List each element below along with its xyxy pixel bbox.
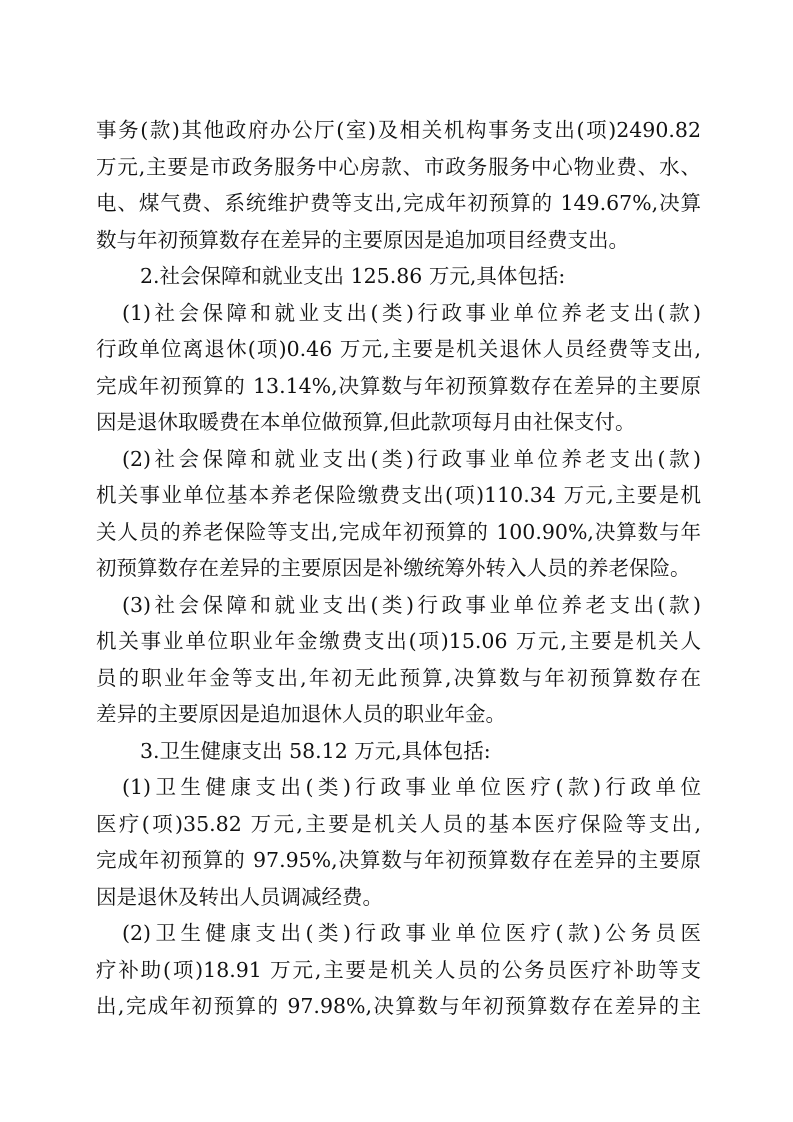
text-line: 机关事业单位职业年金缴费支出(项)15.06 万元,主要是机关人 xyxy=(96,629,701,653)
text-line: (3)社会保障和就业支出(类)行政事业单位养老支出(款) xyxy=(122,592,701,617)
text-line: 差异的主要原因是追加退休人员的职业年金。 xyxy=(96,702,506,726)
text-line: 因是退休及转出人员调减经费。 xyxy=(96,884,383,909)
text-line: (2)卫生健康支出(类)行政事业单位医疗(款)公务员医 xyxy=(122,921,701,945)
text-line: 2.社会保障和就业支出 125.86 万元,具体包括: xyxy=(140,264,566,288)
text-line: 医疗(项)35.82 万元,主要是机关人员的基本医疗保险等支出, xyxy=(96,811,701,836)
text-line: 电、煤气费、系统维护费等支出,完成年初预算的 149.67%,决算 xyxy=(96,191,701,215)
text-line: (2)社会保障和就业支出(类)行政事业单位养老支出(款) xyxy=(122,446,701,471)
document-body xyxy=(96,112,701,1025)
text-line: 完成年初预算的 13.14%,决算数与年初预算数存在差异的主要原 xyxy=(96,373,701,398)
text-line: 关人员的养老保险等支出,完成年初预算的 100.90%,决算数与年 xyxy=(96,519,701,544)
text-line: 员的职业年金等支出,年初无此预算,决算数与年初预算数存在 xyxy=(96,665,701,690)
text-line: 完成年初预算的 97.95%,决算数与年初预算数存在差异的主要原 xyxy=(96,848,701,872)
text-line: (1)社会保障和就业支出(类)行政事业单位养老支出(款) xyxy=(122,300,701,325)
text-line: 机关事业单位基本养老保险缴费支出(项)110.34 万元,主要是机 xyxy=(96,483,701,507)
text-line: (1)卫生健康支出(类)行政事业单位医疗(款)行政单位 xyxy=(122,775,701,799)
text-line: 数与年初预算数存在差异的主要原因是追加项目经费支出。 xyxy=(96,227,629,252)
text-line: 行政单位离退休(项)0.46 万元,主要是机关退休人员经费等支出, xyxy=(96,337,701,361)
text-line: 出,完成年初预算的 97.98%,决算数与年初预算数存在差异的主 xyxy=(96,994,701,1018)
text-line: 事务(款)其他政府办公厅(室)及相关机构事务支出(项)2490.82 xyxy=(96,118,701,142)
text-line: 疗补助(项)18.91 万元,主要是机关人员的公务员医疗补助等支 xyxy=(96,957,701,982)
text-line: 因是退休取暖费在本单位做预算,但此款项每月由社保支付。 xyxy=(96,410,636,434)
text-line: 初预算数存在差异的主要原因是补缴统筹外转入人员的养老保险。 xyxy=(96,556,691,580)
text-line: 3.卫生健康支出 58.12 万元,具体包括: xyxy=(140,738,491,763)
text-line: 万元,主要是市政务服务中心房款、市政务服务中心物业费、水、 xyxy=(96,154,701,179)
